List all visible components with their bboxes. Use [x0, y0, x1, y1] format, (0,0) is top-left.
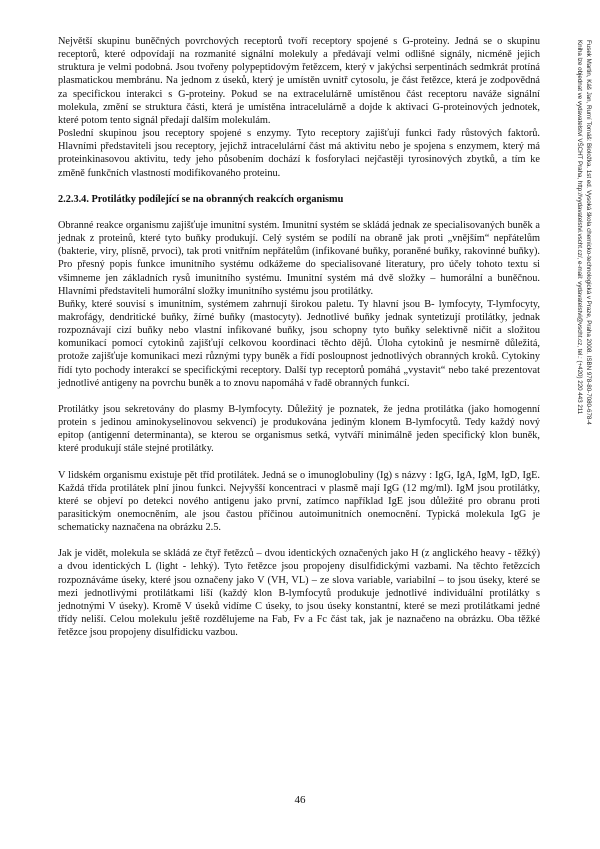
section-heading: 2.2.3.4. Protilátky podílející se na obranných reakcích organismu [58, 193, 344, 205]
paragraph-immune-system: Obranné reakce organismu zajišťuje imunitní systém. Imunitní systém se skládá jednak ze specialisovaných buněk a jednak z proteinů, které tyto buňky produkují. Celý systém se podílí na obraně jak proti „vnějším“ nepřátelům (bakterie, viry, plísně, prvoci), tak proti vnitřním nepřátelům (infikované buňky, poraněné buňky, rakovinné buňky). Pro přesný popis funkce imunitního systému odkážeme do specialisované literatury, pro účely tohoto textu si všimneme jen základních rysů imunitního systému. Imunitní systém má dvě složky – humorální a buněčnou. Hlavními představiteli humorální složky imunitního systému jsou protilátky. [58, 219, 540, 297]
paragraph-enzyme-receptors: Poslední skupinou jsou receptory spojené s enzymy. Tyto receptory zajišťují funkci řady růstových faktorů. Hlavními představiteli jsou receptory, jejichž intracelulární část má aktivitu nebo je spojena s enzymem, který má proteinkinasovou aktivitu, tedy jeho působením dochází k fosforylaci nejčastěji tyrosinových zbytků, a tím ke změně funkčních vlastností modifikovaného proteinu. [58, 128, 540, 179]
paragraph-antibody-classes: V lidském organismu existuje pět tříd protilátek. Jedná se o imunoglobuliny (Ig) s názvy : IgG, IgA, IgM, IgD, IgE. Každá třída protilátek plní jinou funkci. Nejvyšší koncentraci v plasmě mají IgG (12 mg/ml). IgM jsou protilátky, které se objeví po detekci nového antigenu jako první, zatímco například IgE jsou důležité pro obranu proti parasitickým onemocněním, ale jsou častou příčinou autoimunitních onemocnění. Typická molekula IgG je schematicky naznačena na obrázku 2.5. [58, 469, 540, 534]
page-number: 46 [294, 794, 306, 806]
paragraph-immune-cells: Buňky, které souvisí s imunitním, systémem zahrnují širokou paletu. Ty hlavní jsou B- lymfocyty, T-lymfocyty, makrofágy, dendritické buňky, žírné buňky (mastocyty). Jednotlivé buňky jednak syntetizují protilátky, jednak rozpoznávají cizí buňky nebo vlastní infikované buňky, jsou schopny tyto buňky selektivně ničit a složitou komunikací pomocí cytokinů zajišťují celkovou koordinaci těchto dějů. Úloha cytokinů je nesmírně důležitá, protože zajišťuje komunikaci mezi různými typy buněk a řídí posloupnost jednotlivých obranných kroků. Cytokiny řídí tyto pochody interakcí se specifickými receptory. Další typ receptorů pomáhá „vystavit“ nebo také prezentovat jednotlivé antigeny na povrchu buněk a to znovu napomáhá v řadě obranných funkcí. [58, 298, 540, 389]
page-body [58, 35, 540, 639]
citation-line: Fusek Martin, Káš Jan, Rumí Tomáš: Bioložka. 1st ed. Vysoká škola chemicko-technologická v Praze, Praha 2008. ISBN 978-80-7080-678-4 [585, 40, 592, 425]
side-citation-note [569, 40, 591, 820]
paragraph-antibody-secretion: Protilátky jsou sekretovány do plasmy B-lymfocyty. Důležitý je poznatek, že jedna protilátka (jako homogenní protein s jedinou aminokyselinovou sekvencí) je produkována jediným klonem B-lymfocytů. Tedy každý nový epitop (antigenní determinanta), se kterou se organismus setká, vytváří minimálně jeden specifický klon buněk, které produkují stále stejné protilátky. [58, 403, 540, 455]
ordering-info-line: Kniha lze objednat ve vydavatelství VŠCHT Praha, http://vydavatelstvi.vscht.cz/, e-mail: vydavatelstvi@vscht.cz, tel.: (+420) 220 443 211 [576, 40, 583, 415]
paragraph-g-protein-receptors: Největší skupinu buněčných povrchových receptorů tvoří receptory spojené s G-proteiny. Jedná se o skupinu receptorů, které odpovídají na rozmanité signální molekuly a předávají velmi odlišné signály, nicméně jejich struktura je velmi podobná. Jsou tvořeny polypeptidovým řetězcem, který v jakýchsi serpentinách sedmkrát protíná plasmatickou membránu. Na jednom z úseků, který je umístěn uvnitř cytosolu, je část řetězce, která je zodpovědná za specifickou interakci s G-proteiny. Pokud se na extracelulárně umístěnou část receptoru naváže signální molekula, změní se struktura části, která je umístěna intracelulárně a dojde k aktivaci G-proteinových jednotek, které potom tento signál předají dalším molekulám. [58, 36, 540, 126]
paragraph-antibody-structure: Jak je vidět, molekula se skládá ze čtyř řetězců – dvou identických označených jako H (z anglického heavy - těžký) a dvou identických L (light - lehký). Tyto řetězce jsou propojeny disulfidickými vazbami. Na těchto řetězcích rozpoznáváme úseky, které jsou označeny jako V (VH, VL) – ze slova variable, variabilní – to jsou úseky, které se mezi jednotlivými protilátkami liší (každý klon B-lymfocytů produkuje jednotlivé individuální protilátky s jednotnými V úseky). Kromě V úseků vidíme C úseky, to jsou úseky konstantní, které se mezi protilátkami jedné třídy neliší. Celou molekulu ještě rozdělujeme na Fab, Fv a Fc část tak, jak je naznačeno na obrázku. Oba těžké řetězce jsou propojeny disulfidicku vazbou. [58, 548, 540, 639]
